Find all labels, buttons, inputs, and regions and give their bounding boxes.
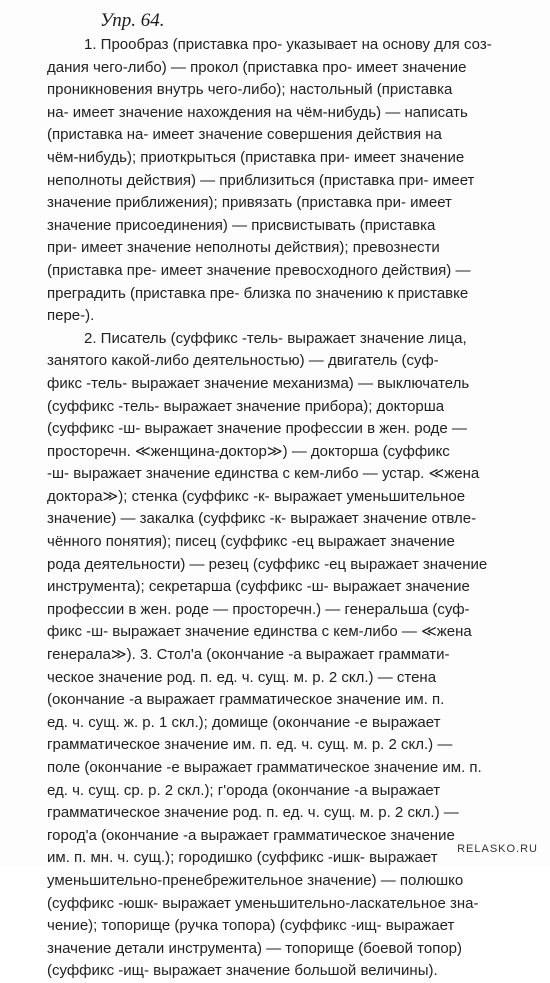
text-line: значение детали инструмента) — топорище (боевой топор) (47, 939, 463, 957)
text-line: просторечн. ≪женщина-доктор≫) — докторша (суффикс (47, 442, 450, 460)
text-line: дания чего-либо) — прокол (приставка про- имеет значение (47, 58, 467, 76)
text-line: значение приближения); привязать (приставка при- имеет (47, 194, 452, 212)
text-line: (приставка пре- имеет значение превосходного действия) — (47, 261, 471, 279)
text-line: при- имеет значение неполноты действия); превознести (47, 239, 440, 257)
text-line: инструмента); секретарша (суффикс -ш- выражает значение (47, 578, 470, 596)
text-line: чение); топорище (ручка топора) (суффикс -ищ- выражает (47, 917, 455, 935)
text-line: занятого какой-либо деятельностью) — двигатель (суф- (47, 352, 439, 370)
text-line: неполноты действия) — приблизиться (приставка при- имеет (47, 171, 475, 189)
text-line: фикс -тель- выражает значение механизма) — выключатель (47, 374, 470, 392)
text-line: грамматическое значение род. п. ед. ч. сущ. м. р. 2 скл.) — (47, 804, 459, 822)
text-line: ед. ч. сущ. ср. р. 2 скл.); г'орода (окончание -а выражает (47, 781, 441, 799)
text-line: им. п. мн. ч. сущ.); городишко (суффикс -ишк- выражает (47, 849, 438, 867)
exercise-heading: Упр. 64. (100, 10, 165, 31)
text-line: (суффикс -тель- выражает значение прибора); докторша (47, 397, 445, 415)
text-line: 2. Писатель (суффикс -тель- выражает значение лица, (84, 329, 467, 347)
text-line: на- имеет значение нахождения на чём-нибудь) — написать (47, 103, 468, 121)
text-line: (суффикс -ищ- выражает значение большой величины). (47, 962, 438, 980)
text-line: преградить (приставка пре- близка по значению к приставке (47, 284, 469, 302)
text-line: (суффикс -юшк- выражает уменьшительно-ласкательное зна- (47, 894, 479, 912)
text-line: ческое значение род. п. ед. ч. сущ. м. р. 2 скл.) — стена (47, 668, 437, 686)
text-line: фикс -ш- выражает значение единства с кем-либо — ≪жена (47, 623, 472, 641)
text-line: уменьшительно-пренебрежительное значение) — полюшко (47, 871, 464, 889)
text-line: 1. Прообраз (приставка про- указывает на основу для соз- (84, 36, 492, 53)
text-line: (приставка на- имеет значение совершения действия на (47, 126, 442, 144)
text-line: чём-нибудь); приоткрыться (приставка при- имеет значение (47, 148, 465, 166)
text-line: рода деятельности) — резец (суффикс -ец выражает значение (47, 555, 488, 573)
text-line: доктора≫); стенка (суффикс -к- выражает уменьшительное (47, 487, 466, 505)
text-line: чённого понятия); писец (суффикс -ец выражает значение (47, 533, 455, 551)
text-line: поле (окончание -е выражает грамматическое значение им. п. (47, 759, 482, 776)
site-watermark: RELASKO.RU (457, 843, 538, 855)
text-line: пере-). (47, 307, 95, 325)
text-line: ед. ч. сущ. ж. р. 1 скл.); домище (окончание -е выражает (47, 713, 441, 731)
text-line: проникновения внутрь чего-либо); настольный (приставка (47, 81, 453, 99)
text-line: профессии в жен. роде — просторечн.) — генеральша (суф- (47, 600, 470, 618)
text-line: грамматическое значение им. п. ед. ч. сущ. м. р. 2 скл.) — (47, 736, 453, 754)
text-line: (окончание -а выражает грамматическое значение им. п. (47, 691, 445, 709)
text-line: (суффикс -ш- выражает значение профессии в жен. роде — (47, 420, 467, 438)
text-line: значение присоединения) — присвистывать (приставка (47, 216, 436, 234)
text-line: -ш- выражает значение единства с кем-либо — устар. ≪жена (47, 465, 480, 483)
text-line: генерала≫). 3. Стол'а (окончание -а выражает граммати- (47, 646, 450, 664)
text-line: значение) — закалка (суффикс -к- выражает значение отвле- (47, 510, 477, 528)
text-line: город'а (окончание -а выражает грамматическое значение (47, 826, 455, 844)
exercise-answer-text (47, 34, 502, 983)
